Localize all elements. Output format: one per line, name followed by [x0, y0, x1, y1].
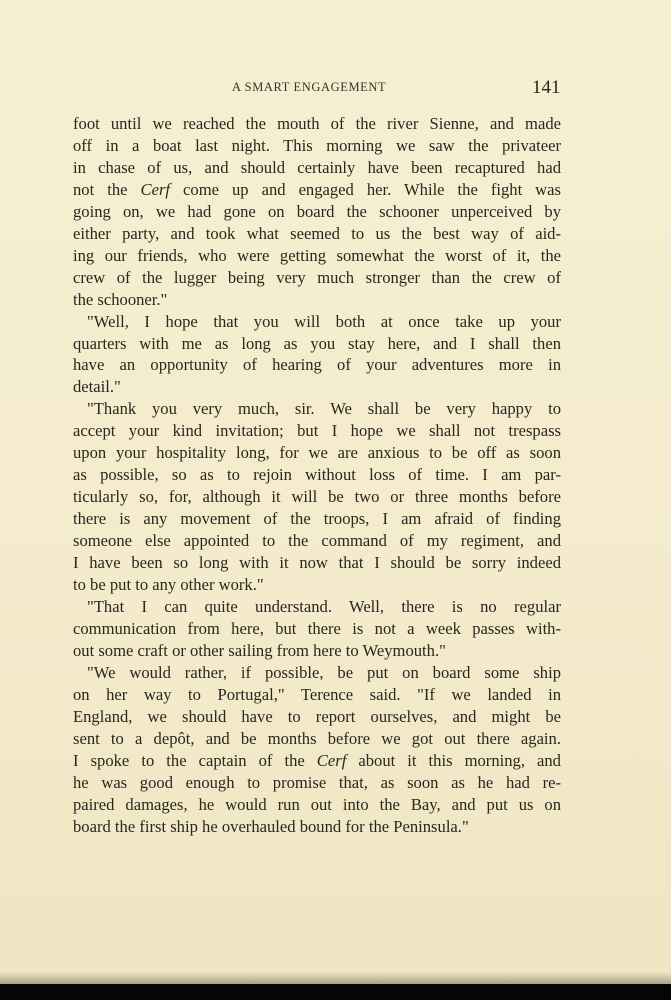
ship-name-italic: Cerf [140, 179, 171, 199]
text-line: someone else appointed to the command of my regiment, and [73, 531, 561, 551]
text-line: I spoke to the captain of the Cerf about it this morning, and [73, 750, 561, 770]
paragraph-4 [73, 596, 561, 662]
text-line: paired damages, he would run out into the Bay, and put us on [73, 794, 561, 814]
text-line: ticularly so, for, although it will be two or three months before [73, 487, 561, 507]
text-line: upon your hospitality long, for we are anxious to be off as soon [73, 443, 561, 463]
text-line: ing our friends, who were getting somewhat the worst of it, the [73, 245, 561, 265]
text-line: "Well, I hope that you will both at once take up your [87, 311, 561, 331]
text-line: quarters with me as long as you stay here, and I shall then [73, 333, 561, 353]
text-line: in chase of us, and should certainly have been recaptured had [73, 157, 561, 177]
text-line: I have been so long with it now that I should be sorry indeed [73, 553, 561, 573]
text-line: to be put to any other work." [73, 575, 264, 595]
text-line: not the Cerf come up and engaged her. While the fight was [73, 179, 561, 199]
text-line: detail." [73, 377, 121, 397]
text-line: there is any movement of the troops, I am afraid of finding [73, 509, 561, 529]
running-title: A SMART ENGAGEMENT [232, 80, 387, 94]
text-line: on her way to Portugal," Terence said. "If we landed in [73, 684, 561, 704]
text-line: out some craft or other sailing from here to Weymouth." [73, 640, 446, 660]
text-line: accept your kind invitation; but I hope we shall not trespass [73, 421, 561, 441]
text-line: the schooner." [73, 289, 168, 309]
text-line: as possible, so as to rejoin without loss of time. I am par- [73, 465, 561, 485]
text-line: "We would rather, if possible, be put on board some ship [87, 662, 561, 682]
text-line: England, we should have to report ourselves, and might be [73, 706, 561, 726]
text-line: communication from here, but there is not a week passes with- [73, 618, 561, 638]
paragraph-1 [73, 113, 561, 311]
text-line: sent to a depôt, and be months before we got out there again. [73, 728, 561, 748]
running-head [0, 77, 671, 99]
text-line: board the first ship he overhauled bound for the Peninsula." [73, 816, 469, 836]
ship-name-italic: Cerf [316, 750, 347, 770]
paragraph-3 [73, 398, 561, 596]
text-line: "Thank you very much, sir. We shall be very happy to [87, 399, 561, 419]
text-line: have an opportunity of hearing of your adventures more in [73, 355, 561, 375]
text-line: off in a boat last night. This morning we saw the privateer [73, 135, 561, 155]
text-line: "That I can quite understand. Well, there is no regular [87, 596, 561, 616]
text-line: he was good enough to promise that, as soon as he had re- [73, 772, 561, 792]
paragraph-5 [73, 662, 561, 838]
text-line: going on, we had gone on board the schooner unperceived by [73, 201, 561, 221]
text-line: either party, and took what seemed to us the best way of aid- [73, 223, 561, 243]
page-number: 141 [532, 77, 561, 98]
scan-bottom-edge [0, 984, 671, 1000]
paragraph-2 [73, 311, 561, 399]
text-line: crew of the lugger being very much stronger than the crew of [73, 267, 561, 287]
body-text [73, 113, 561, 837]
text-line: foot until we reached the mouth of the river Sienne, and made [73, 114, 561, 133]
scan-shadow [0, 972, 671, 984]
